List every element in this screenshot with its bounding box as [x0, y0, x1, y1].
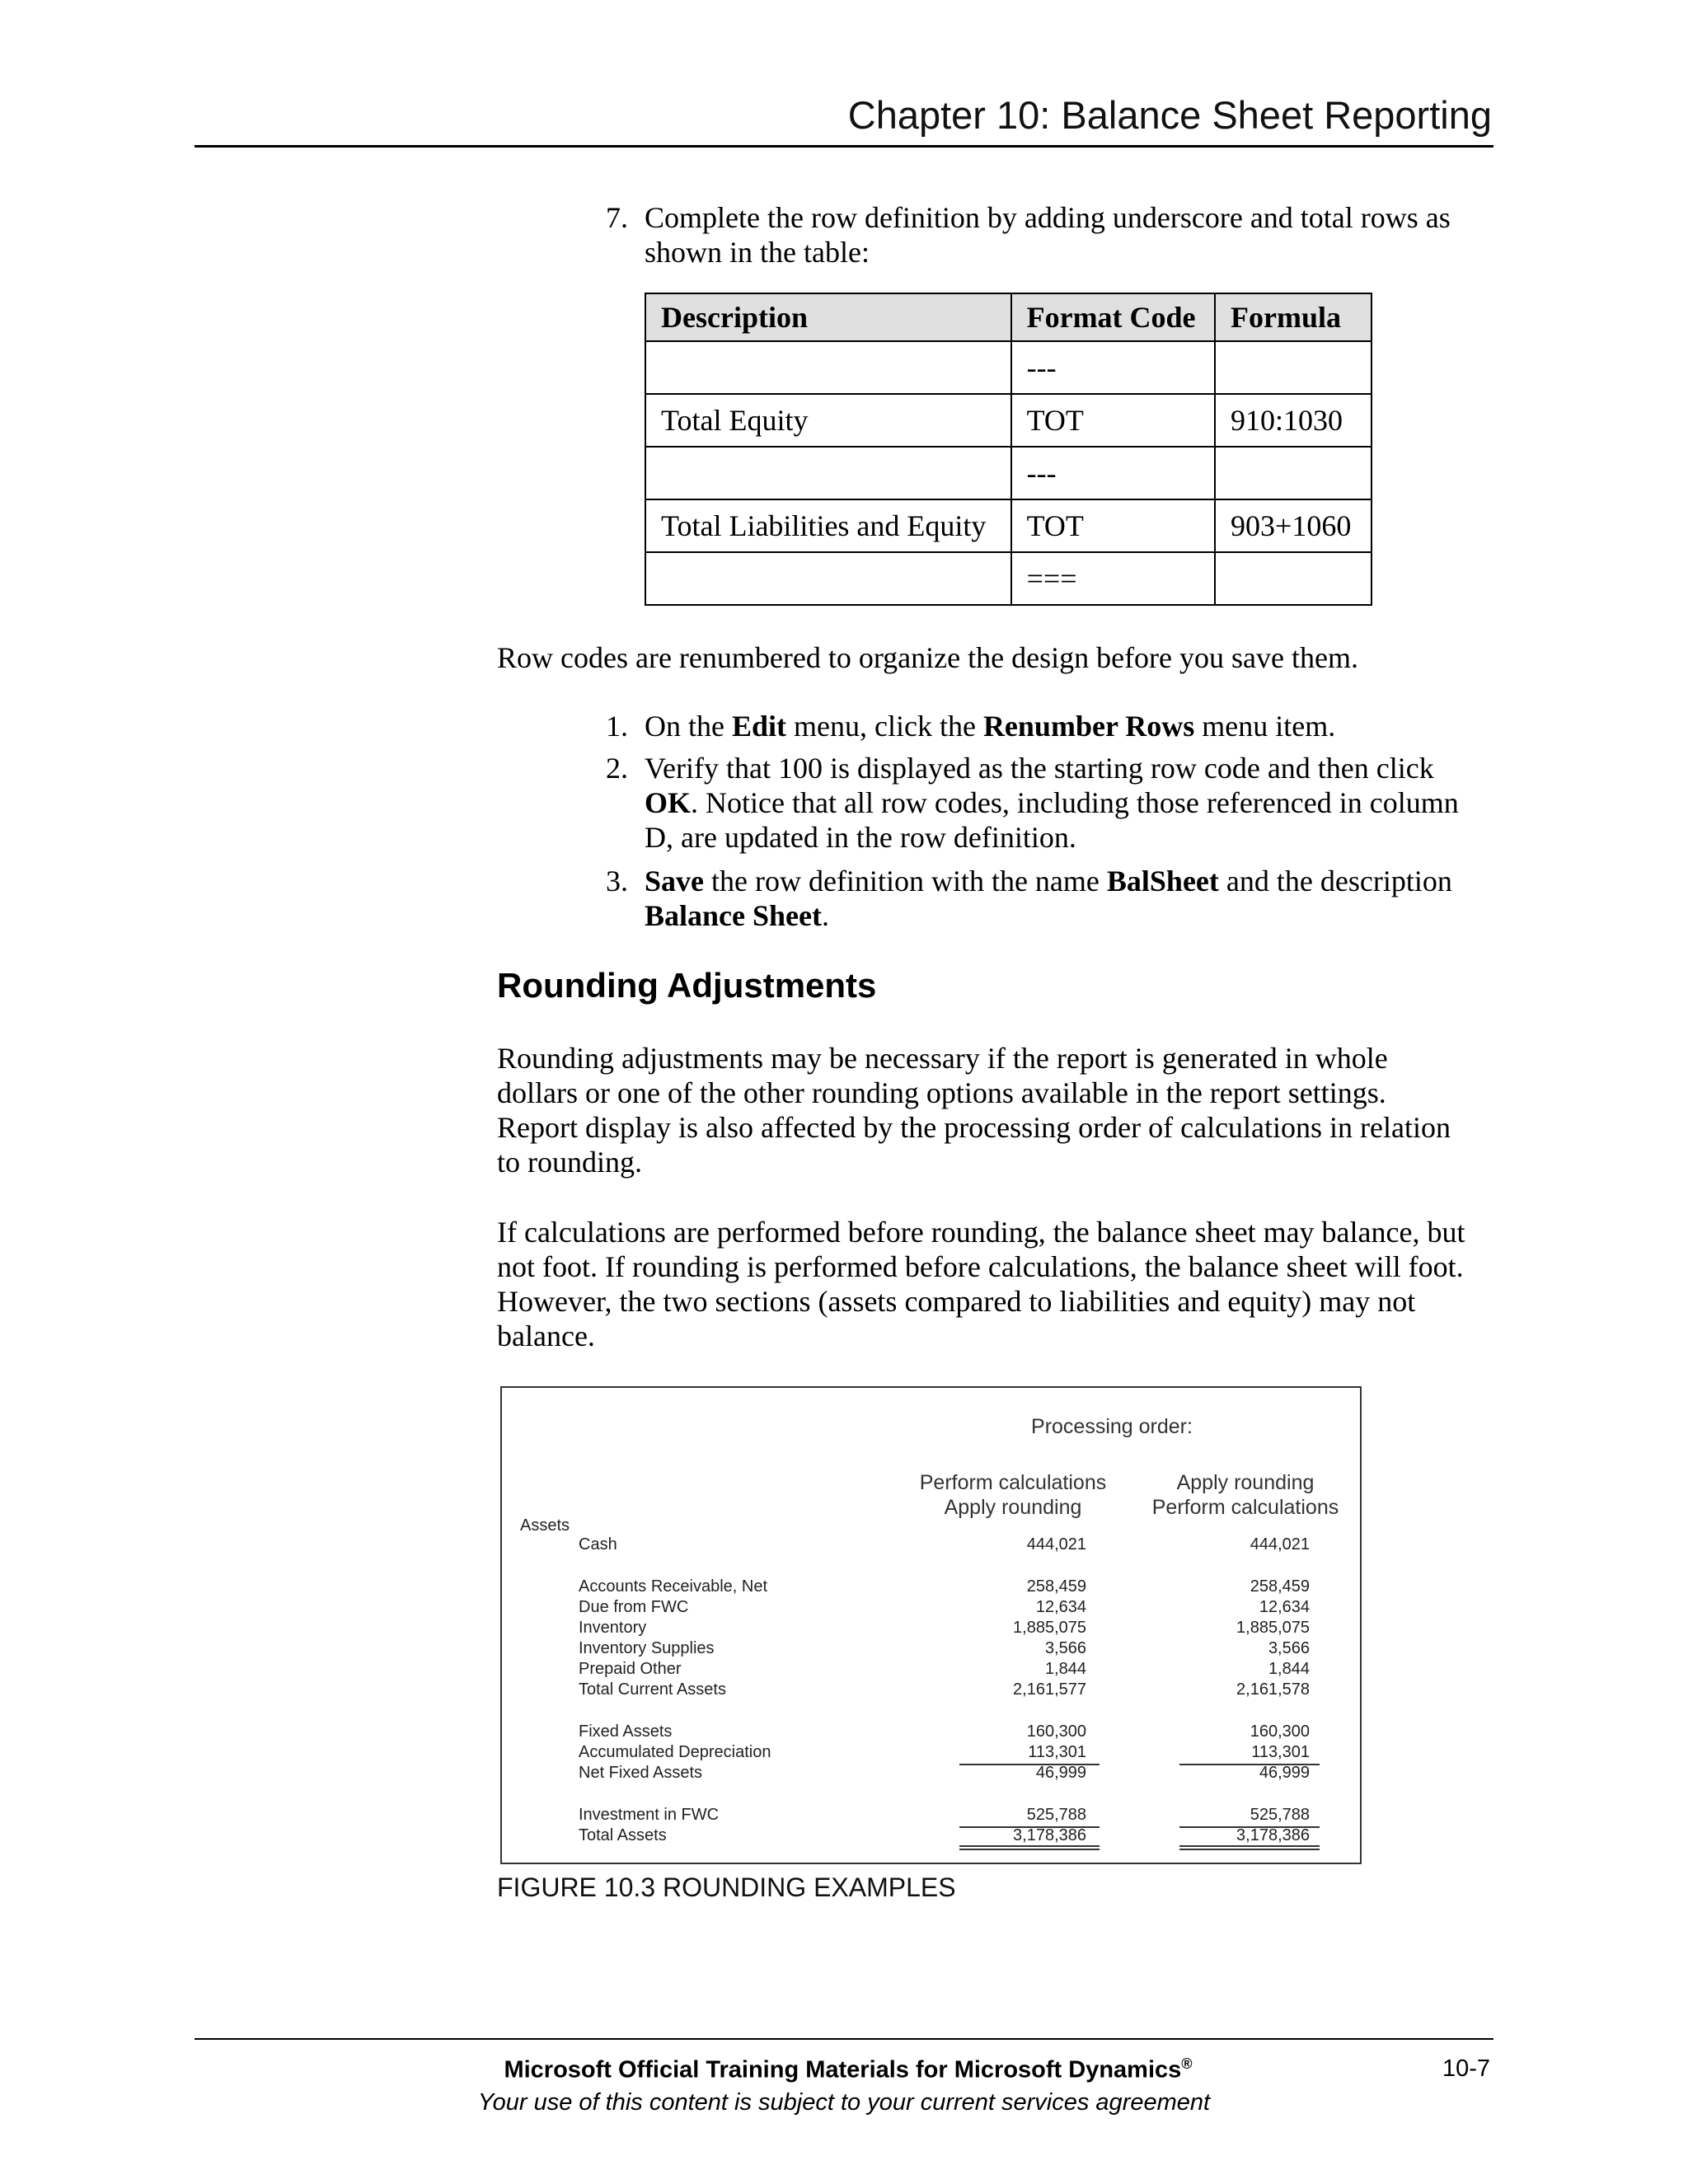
paragraph-line: not foot. If rounding is performed before calculations, the balance sheet will foot.	[497, 1250, 1464, 1283]
cell-formula: 910:1030	[1215, 394, 1372, 447]
paragraph-line: Report display is also affected by the processing order of calculations in relation	[497, 1111, 1451, 1144]
header-rule	[195, 145, 1493, 148]
column-header-round-first: Apply rounding Perform calculations	[1151, 1471, 1339, 1519]
section-label-assets: Assets	[520, 1516, 570, 1535]
cell-description	[645, 341, 1011, 394]
table-row: Cash 444,021 444,021	[579, 1535, 1310, 1554]
step-text-line: Complete the row definition by adding underscore and total rows as	[645, 201, 1451, 234]
button-name: OK	[645, 786, 692, 819]
table-row	[645, 447, 1372, 499]
cell-formula	[1215, 447, 1372, 499]
page-number: 10-7	[1442, 2055, 1490, 2082]
paragraph-rounding	[497, 1041, 1451, 1179]
table-row: Inventory 1,885,075 1,885,075	[579, 1619, 1310, 1637]
table-row: Investment in FWC 525,788 525,788	[579, 1806, 1310, 1824]
column-header-calc-first: Perform calculations Apply rounding	[919, 1471, 1107, 1519]
paragraph-line: to rounding.	[497, 1146, 642, 1179]
cell-description: Total Equity	[645, 394, 1011, 447]
table-header-row	[645, 293, 1372, 341]
processing-order-label: Processing order:	[1031, 1415, 1193, 1438]
step-number: 1.	[606, 710, 628, 743]
cell-format-code: TOT	[1011, 394, 1215, 447]
step-text-line: Verify that 100 is displayed as the starting row code and then click	[645, 752, 1434, 785]
paragraph-line: Rounding adjustments may be necessary if the report is generated in whole	[497, 1042, 1388, 1075]
row-def-description: Balance Sheet	[645, 899, 822, 932]
table-row: Net Fixed Assets 46,999 46,999	[579, 1764, 1310, 1782]
table-row	[645, 499, 1372, 552]
cell-format-code: ---	[1011, 447, 1215, 499]
paragraph-line: If calculations are performed before rounding, the balance sheet may balance, but	[497, 1216, 1465, 1249]
footer-rule	[195, 2038, 1493, 2040]
table-row: Fixed Assets 160,300 160,300	[579, 1722, 1310, 1741]
header-description: Description	[645, 293, 1011, 341]
footer-title: Microsoft Official Training Materials for Microsoft Dynamics®	[504, 2055, 1193, 2083]
menu-name: Edit	[731, 710, 787, 743]
step-text: On the Edit menu, click the Renumber Rows menu item.	[645, 710, 1336, 743]
step-text-line: D, are updated in the row definition.	[645, 821, 1076, 854]
figure-caption: FIGURE 10.3 ROUNDING EXAMPLES	[497, 1872, 956, 1902]
table-row: Accounts Receivable, Net 258,459 258,459	[579, 1577, 1310, 1596]
step-number: 3.	[606, 865, 628, 898]
cell-format-code: ---	[1011, 341, 1215, 394]
row-definition-table	[645, 293, 1372, 606]
header-formula: Formula	[1215, 293, 1372, 341]
step-text-line: shown in the table:	[645, 236, 870, 269]
step-text-line: Balance Sheet.	[645, 899, 829, 932]
section-heading: Rounding Adjustments	[497, 966, 877, 1005]
row-def-name: BalSheet	[1106, 865, 1219, 898]
header-format-code: Format Code	[1011, 293, 1215, 341]
paragraph-line: However, the two sections (assets compared to liabilities and equity) may not	[497, 1285, 1416, 1318]
table-row: Prepaid Other 1,844 1,844	[579, 1660, 1310, 1678]
renumber-intro: Row codes are renumbered to organize the design before you save them.	[497, 641, 1358, 674]
paragraph-calculations	[497, 1215, 1465, 1353]
table-row: Accumulated Depreciation 113,301 113,301	[579, 1743, 1310, 1761]
registered-mark: ®	[1181, 2055, 1193, 2072]
footer-notice: Your use of this content is subject to your current services agreement	[477, 2089, 1211, 2116]
paragraph-line: balance.	[497, 1319, 595, 1352]
step-text-line: OK. Notice that all row codes, including those referenced in column	[645, 786, 1459, 819]
cell-formula	[1215, 552, 1372, 605]
double-underline	[1179, 1849, 1320, 1850]
paragraph-line: dollars or one of the other rounding options available in the report settings.	[497, 1076, 1386, 1109]
cell-format-code: TOT	[1011, 499, 1215, 552]
table-row	[645, 552, 1372, 605]
double-underline	[1179, 1845, 1320, 1847]
table-row: Total Assets 3,178,386 3,178,386	[579, 1826, 1310, 1844]
table-row: Due from FWC 12,634 12,634	[579, 1598, 1310, 1616]
cell-formula: 903+1060	[1215, 499, 1372, 552]
double-underline	[959, 1845, 1100, 1847]
cell-description: Total Liabilities and Equity	[645, 499, 1011, 552]
chapter-title: Chapter 10: Balance Sheet Reporting	[847, 93, 1492, 137]
step-number: 2.	[606, 752, 628, 785]
step-number: 7.	[606, 201, 628, 234]
cell-format-code: ===	[1011, 552, 1215, 605]
cell-description	[645, 447, 1011, 499]
menu-item-name: Renumber Rows	[982, 710, 1195, 743]
cell-formula	[1215, 341, 1372, 394]
cell-description	[645, 552, 1011, 605]
action-name: Save	[645, 865, 704, 898]
step-text-line: Save the row definition with the name BalSheet and the description	[645, 865, 1452, 898]
double-underline	[959, 1849, 1100, 1850]
table-row	[645, 341, 1372, 394]
table-row	[645, 394, 1372, 447]
table-row: Total Current Assets 2,161,577 2,161,578	[579, 1680, 1310, 1699]
table-row: Inventory Supplies 3,566 3,566	[579, 1639, 1310, 1657]
rounding-examples-figure	[500, 1386, 1362, 1864]
